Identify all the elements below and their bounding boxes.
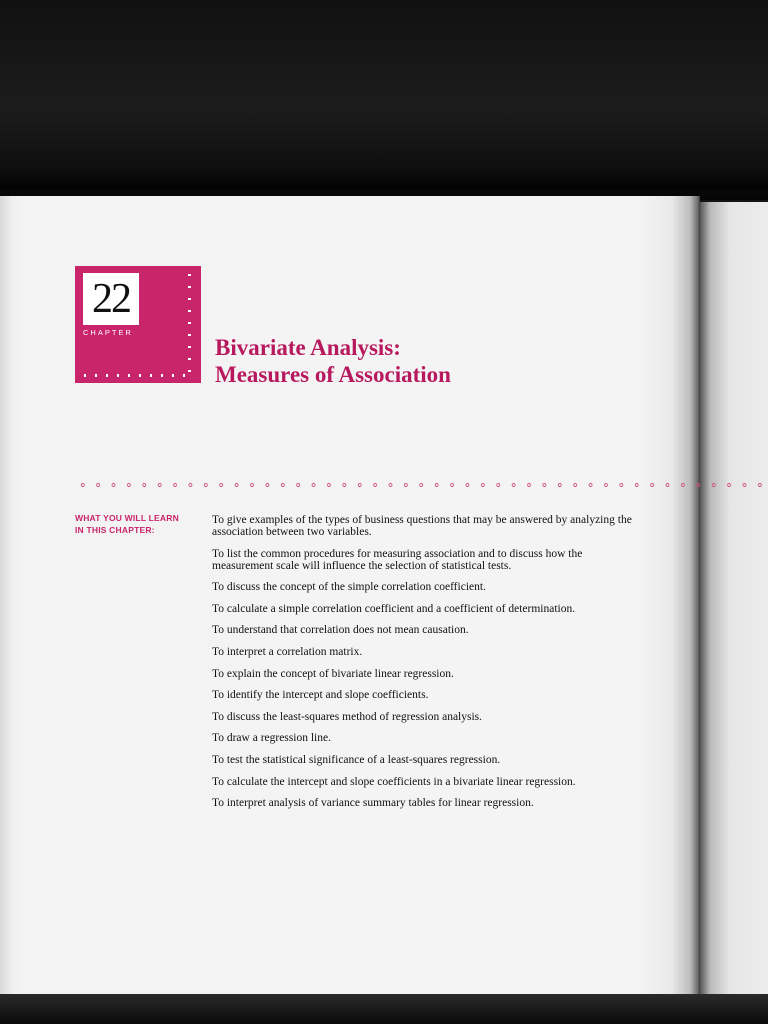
objective-item: To test the statistical significance of a least-squares regression. [212, 753, 501, 766]
objective-item: To identify the intercept and slope coefficients. [212, 689, 429, 702]
objective-item: To discuss the concept of the simple correlation coefficient. [212, 581, 486, 594]
objective-item: To explain the concept of bivariate linear regression. [212, 667, 454, 680]
objectives-heading-line-2: IN THIS CHAPTER: [75, 525, 155, 535]
dotted-divider [75, 483, 765, 487]
chapter-title-line-2: Measures of Association [215, 362, 451, 387]
objective-item: To discuss the least-squares method of regression analysis. [212, 710, 483, 723]
badge-dotted-border-vertical [188, 274, 191, 374]
facing-page-edge [700, 202, 768, 996]
objectives-list [212, 514, 642, 819]
objective-item: To give examples of the types of business questions that may be answered by analyzing the association between two variables. [212, 514, 632, 538]
objective-item: To calculate a simple correlation coefficient and a coefficient of determination. [212, 602, 576, 615]
objective-item: To list the common procedures for measuring association and to discuss how the measurement scale will influence the selection of statistical tests. [212, 547, 583, 572]
objective-item: To draw a regression line. [212, 732, 331, 745]
chapter-number: 22 [83, 273, 139, 325]
scanner-background-top [0, 0, 768, 200]
scanner-background-bottom [0, 994, 768, 1024]
objective-item: To calculate the intercept and slope coefficients in a bivariate linear regression. [212, 775, 576, 788]
objective-item: To understand that correlation does not mean causation. [212, 624, 469, 637]
badge-dotted-border-horizontal [84, 374, 190, 377]
chapter-badge [75, 266, 201, 383]
chapter-label: CHAPTER [83, 328, 133, 337]
chapter-title-line-1: Bivariate Analysis: [215, 335, 401, 360]
objective-item: To interpret analysis of variance summary tables for linear regression. [212, 797, 534, 810]
chapter-title [215, 334, 635, 388]
objectives-heading [75, 512, 205, 536]
objective-item: To interpret a correlation matrix. [212, 645, 363, 658]
objectives-heading-line-1: WHAT YOU WILL LEARN [75, 513, 179, 523]
